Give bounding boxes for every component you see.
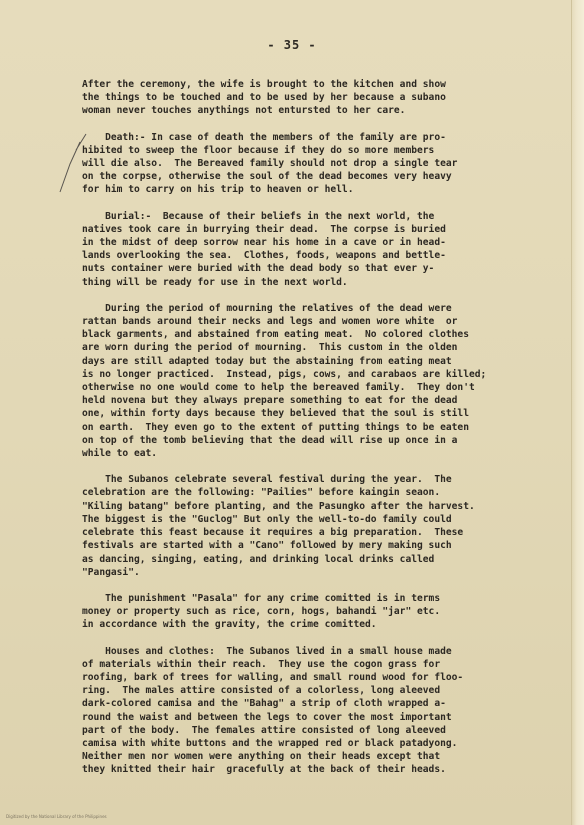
text-line: celebrate this feast because it requires a big preparation. These xyxy=(82,527,464,539)
text-line: on earth. They even go to the extent of putting things to be eaten xyxy=(82,421,469,433)
text-line: Burial:- Because of their beliefs in the next world, the xyxy=(82,210,435,222)
text-line: for him to carry on his trip to heaven or hell. xyxy=(82,184,354,196)
text-line: of materials within their reach. They use the cogon grass for xyxy=(82,658,441,670)
text-line: roofing, bark of trees for walling, and small round wood for floo- xyxy=(82,671,464,683)
text-line: natives took care in burrying their dead. The corpse is buried xyxy=(82,223,446,235)
text-line: money or property such as rice, corn, hogs, bahandi "jar" etc. xyxy=(82,606,441,618)
text-line: nuts container were buried with the dead body so that ever y- xyxy=(82,263,435,275)
text-line: The Subanos celebrate several festival during the year. The xyxy=(82,474,452,486)
text-line: in accordance with the gravity, the crime comitted. xyxy=(82,619,377,631)
text-line: The punishment "Pasala" for any crime comitted is in terms xyxy=(82,592,441,604)
text-line: "Pangasi". xyxy=(82,566,140,578)
page-number: - 35 - xyxy=(267,38,317,52)
text-line: round the waist and between the legs to cover the most important xyxy=(82,711,452,723)
text-line: Houses and clothes: The Subanos lived in a small house made xyxy=(82,645,452,657)
text-line: will die also. The Bereaved family should not drop a single tear xyxy=(82,158,458,170)
footer-note: Digitized by the National Library of the Philippines xyxy=(6,814,107,819)
text-line: they knitted their hair gracefully at the back of their heads. xyxy=(82,764,446,776)
document-body xyxy=(82,78,542,790)
text-line: is no longer practiced. Instead, pigs, cows, and carabaos are killed; xyxy=(82,368,487,380)
text-line: as dancing, singing, eating, and drinking local drinks called xyxy=(82,553,435,565)
text-line: held novena but they always prepare something to eat for the dead xyxy=(82,395,458,407)
paragraph xyxy=(82,210,542,289)
paragraph xyxy=(82,473,542,579)
text-line: lands overlooking the sea. Clothes, foods, weapons and bettle- xyxy=(82,250,446,262)
text-line: thing will be ready for use in the next world. xyxy=(82,276,348,288)
text-line: The biggest is the "Guclog" But only the well-to-do family could xyxy=(82,513,452,525)
text-line: the things to be touched and to be used by her because a subano xyxy=(82,92,446,104)
text-line: in the midst of deep sorrow near his home in a cave or in head- xyxy=(82,237,446,249)
text-line: During the period of mourning the relatives of the dead were xyxy=(82,302,452,314)
text-line: on the corpse, otherwise the soul of the dead becomes very heavy xyxy=(82,171,452,183)
paragraph xyxy=(82,302,542,460)
page-edge xyxy=(571,0,584,825)
text-line: ring. The males attire consisted of a colorless, long aleeved xyxy=(82,685,441,697)
text-line: camisa with white buttons and the wrapped red or black patadyong. xyxy=(82,737,458,749)
text-line: days are still adapted today but the abstaining from eating meat xyxy=(82,355,452,367)
text-line: while to eat. xyxy=(82,448,158,460)
text-line: dark-colored camisa and the "Bahag" a strip of cloth wrapped a- xyxy=(82,698,446,710)
text-line: woman never touches anythings not entursted to her care. xyxy=(82,105,406,117)
text-line: on top of the tomb believing that the dead will rise up once in a xyxy=(82,434,458,446)
text-line: are worn during the period of mourning. This custom in the olden xyxy=(82,342,458,354)
text-line: rattan bands around their necks and legs and women wore white or xyxy=(82,316,458,328)
text-line: black garments, and abstained from eating meat. No colored clothes xyxy=(82,329,469,341)
text-line: hibited to sweep the floor because if they do so more members xyxy=(82,144,435,156)
paragraph xyxy=(82,131,542,197)
paragraph xyxy=(82,645,542,777)
text-line: Neither men nor women were anything on their heads except that xyxy=(82,751,441,763)
paragraph xyxy=(82,592,542,632)
text-line: Death:- In case of death the members of the family are pro- xyxy=(82,131,446,143)
text-line: celebration are the following: "Pailies" before kaingin seaon. xyxy=(82,487,441,499)
text-line: otherwise no one would come to help the bereaved family. They don't xyxy=(82,382,475,394)
text-line: "Kiling batang" before planting, and the Pasungko after the harvest. xyxy=(82,500,475,512)
text-line: one, within forty days because they believed that the soul is still xyxy=(82,408,469,420)
text-line: part of the body. The females attire consisted of long aleeved xyxy=(82,724,446,736)
text-line: After the ceremony, the wife is brought to the kitchen and show xyxy=(82,79,446,90)
paragraph xyxy=(82,78,542,118)
text-line: festivals are started with a "Cano" followed by mery making such xyxy=(82,540,452,552)
